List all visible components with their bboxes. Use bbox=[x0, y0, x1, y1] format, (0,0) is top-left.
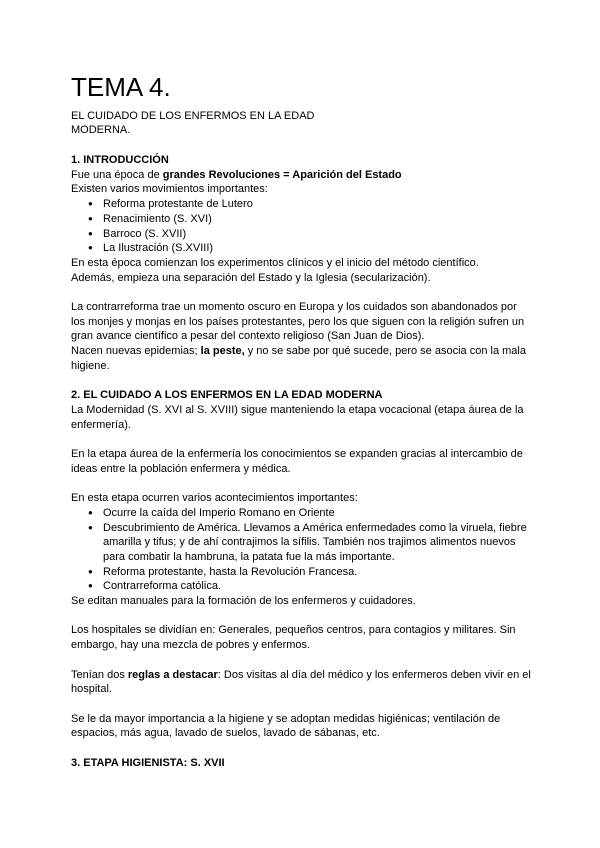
list-item: ● La Ilustración (S.XVIII) bbox=[103, 241, 531, 256]
paragraph: Nacen nuevas epidemias; la peste, y no se sabe por qué sucede, pero se asocia con la mala higiene. bbox=[71, 345, 526, 372]
section-2-heading: 2. EL CUIDADO A LOS ENFERMOS EN LA EDAD MODERNA bbox=[71, 389, 383, 402]
paragraph: En la etapa áurea de la enfermería los conocimientos se expanden gracias al intercambio de ideas entre la población enfermera y médica. bbox=[71, 448, 523, 475]
movements-intro: Existen varios movimientos importantes: bbox=[71, 183, 268, 196]
peste-bold: la peste, bbox=[200, 345, 245, 358]
intro-bold: grandes Revoluciones = Aparición del Estado bbox=[162, 168, 402, 181]
list-item: ● Ocurre la caída del Imperio Romano en Oriente bbox=[103, 506, 531, 521]
movements-list bbox=[71, 197, 531, 256]
reglas-bold: reglas a destacar bbox=[127, 668, 218, 681]
document-body bbox=[71, 153, 531, 770]
paragraph: Se editan manuales para la formación de los enfermeros y cuidadores. bbox=[71, 595, 416, 608]
list-item: ● Barroco (S. XVII) bbox=[103, 227, 531, 242]
section-3-heading: 3. ETAPA HIGIENISTA: S. XVII bbox=[71, 756, 225, 769]
section-1-intro: Fue una época de grandes Revoluciones = Aparición del Estado bbox=[71, 168, 402, 181]
events-list bbox=[71, 506, 531, 594]
list-item: ● Reforma protestante, hasta la Revolución Francesa. bbox=[103, 565, 531, 580]
list-item: ● Renacimiento (S. XVI) bbox=[103, 212, 531, 227]
paragraph: Tenían dos reglas a destacar: Dos visitas al día del médico y los enfermeros deben vivir en el hospital. bbox=[71, 668, 531, 696]
page-subtitle: EL CUIDADO DE LOS ENFERMOS EN LA EDAD MODERNA. bbox=[71, 110, 315, 136]
events-intro: En esta etapa ocurren varios acontecimientos importantes: bbox=[71, 492, 358, 505]
paragraph: La contrarreforma trae un momento oscuro en Europa y los cuidados son abandonados por los monjes y monjas en los países protestantes, pero los que siguen con la religión sufren un gran avance científico a pesar del contexto religioso (San Juan de Dios). bbox=[71, 301, 525, 343]
section-1-heading: 1. INTRODUCCIÓN bbox=[71, 154, 169, 166]
paragraph: Además, empieza una separación del Estado y la Iglesia (secularización). bbox=[71, 271, 431, 284]
list-item: ● Contrarreforma católica. bbox=[103, 579, 531, 594]
paragraph: La Modernidad (S. XVI al S. XVIII) sigue manteniendo la etapa vocacional (etapa áurea de la enfermería). bbox=[71, 403, 524, 431]
paragraph: Se le da mayor importancia a la higiene y se adoptan medidas higiénicas; ventilación de espacios, más agua, lavado de suelos, lavado de sábanas, etc. bbox=[71, 712, 501, 740]
list-item: ● Reforma protestante de Lutero bbox=[103, 197, 531, 212]
list-item: ● Descubrimiento de América. Llevamos a América enfermedades como la viruela, fiebre amarilla y tifus; y de ahí contrajimos la sífilis. También nos trajimos alimentos nuevos para combatir la hambruna, la patata fue la más importante. bbox=[103, 521, 531, 565]
paragraph: Los hospitales se dividían en: Generales, pequeños centros, para contagios y militares. Sin embargo, hay una mezcla de pobres y enfermos. bbox=[71, 624, 516, 652]
paragraph: En esta época comienzan los experimentos clínicos y el inicio del método científico. bbox=[71, 256, 479, 269]
page-title: TEMA 4. bbox=[71, 72, 171, 102]
